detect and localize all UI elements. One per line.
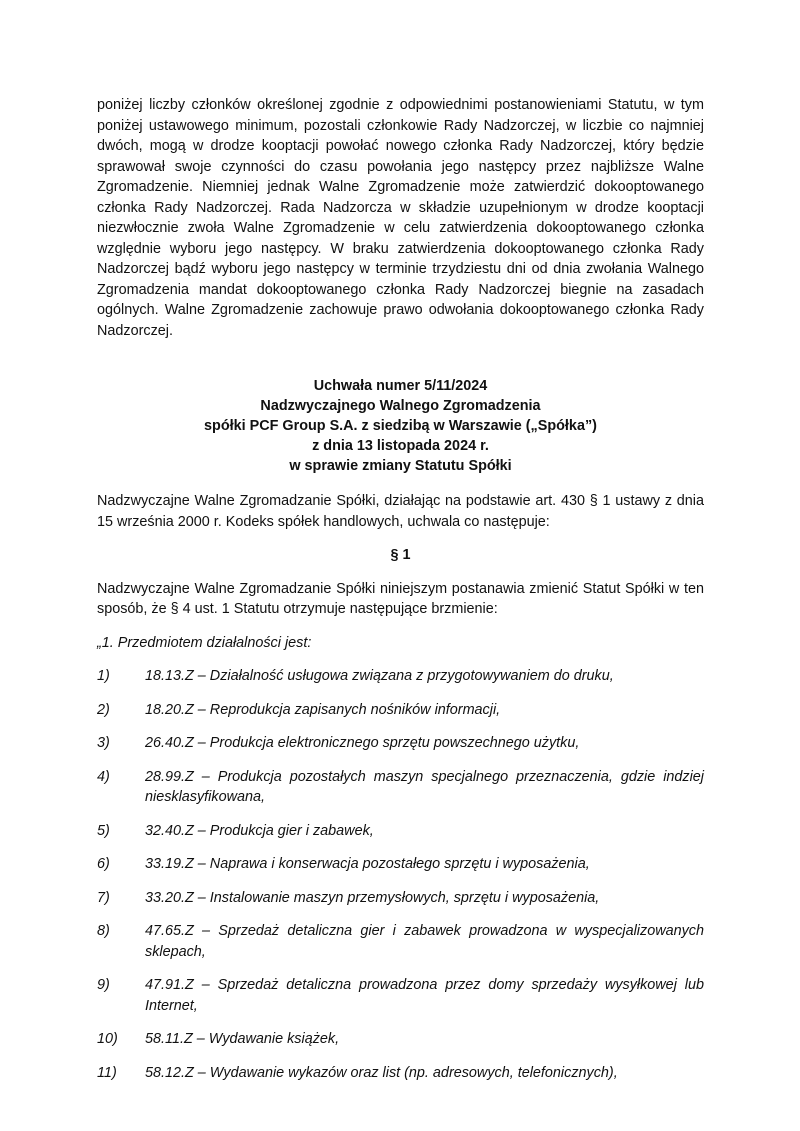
- list-item-text: 58.12.Z – Wydawanie wykazów oraz list (np. adresowych, telefonicznych),: [145, 1064, 618, 1081]
- resolution-body: Nadzwyczajnego Walnego Zgromadzenia: [260, 398, 541, 414]
- quote-lead: „1. Przedmiotem działalności jest:: [97, 634, 312, 651]
- list-item-number: 10): [97, 1031, 118, 1047]
- resolution-number: Uchwała numer 5/11/2024: [313, 378, 488, 394]
- list-item-number: 11): [97, 1064, 117, 1081]
- list-item-text: 18.13.Z – Działalność usługowa związana z przygotowywaniem do druku,: [145, 668, 614, 684]
- list-item: [97, 821, 704, 842]
- document-page: [97, 95, 704, 1083]
- list-item-text: 26.40.Z – Produkcja elektronicznego sprzętu powszechnego użytku,: [145, 735, 580, 751]
- list-item-number: 7): [97, 889, 110, 906]
- list-item-text: 47.65.Z – Sprzedaż detaliczna gier i zabawek prowadzona w wyspecjalizowanych sklepach,: [145, 923, 704, 960]
- resolution-subject: w sprawie zmiany Statutu Spółki: [289, 458, 512, 474]
- section-mark: § 1: [390, 547, 411, 563]
- list-item-number: 5): [97, 822, 110, 839]
- list-item: [97, 1063, 704, 1084]
- list-item: [97, 975, 704, 1016]
- resolution-heading: [97, 376, 704, 476]
- list-item: [97, 888, 704, 909]
- amendment-paragraph: Nadzwyczajne Walne Zgromadzanie Spółki niniejszym postanawia zmienić Statut Spółki w ten sposób, że § 4 ust. 1 Statutu otrzymuje następujące brzmienie:: [97, 580, 704, 617]
- list-item: [97, 767, 704, 808]
- list-item-text: 32.40.Z – Produkcja gier i zabawek,: [145, 822, 374, 839]
- list-item-text: 58.11.Z – Wydawanie książek,: [145, 1031, 340, 1047]
- list-item-text: 47.91.Z – Sprzedaż detaliczna prowadzona przez domy sprzedaży wysyłkowej lub Internet,: [145, 977, 704, 1014]
- list-item: [97, 1029, 704, 1050]
- resolution-company: spółki PCF Group S.A. z siedzibą w Warszawie („Spółka”): [204, 418, 597, 434]
- list-item: [97, 700, 704, 721]
- list-item-number: 9): [97, 977, 110, 993]
- list-item-number: 1): [97, 668, 110, 684]
- list-item: [97, 921, 704, 962]
- list-item-text: 18.20.Z – Reprodukcja zapisanych nośników informacji,: [145, 701, 501, 718]
- list-item-number: 3): [97, 735, 110, 751]
- list-item: [97, 854, 704, 875]
- list-item-number: 8): [97, 923, 110, 939]
- list-item-text: 33.20.Z – Instalowanie maszyn przemysłowych, sprzętu i wyposażenia,: [145, 889, 600, 906]
- list-item-number: 4): [97, 768, 110, 785]
- continuation-paragraph: poniżej liczby członków określonej zgodnie z odpowiednimi postanowieniami Statutu, w tym poniżej ustawowego minimum, pozostali członkowie Rady Nadzorczej, w liczbie co najmniej dwóch, mogą w drodze kooptacji powołać nowego członka Rady Nadzorczej, który będzie sprawował swoje czynności do czasu powołania jego następcy przez najbliższe Walne Zgromadzenie. Niemniej jednak Walne Zgromadzenie może zatwierdzić dokooptowanego członka Rady Nadzorczej. Rada Nadzorcza w składzie uzupełnionym w drodze kooptacji niezwłocznie zwoła Walne Zgromadzenie w celu zatwierdzenia dokooptowanego członka względnie wyboru jego następcy. W braku zatwierdzenia dokooptowanego członka Rady Nadzorczej bądź wyboru jego następcy w terminie trzydziestu dni od dnia zwołania Walnego Zgromadzenia mandat dokooptowanego członka Rady Nadzorczej biegnie na zasadach ogólnych. Walne Zgromadzenie zachowuje prawo odwołania dokooptowanego członka Rady Nadzorczej.: [97, 97, 704, 339]
- activities-list: [97, 666, 704, 1083]
- list-item-text: 33.19.Z – Naprawa i konserwacja pozostałego sprzętu i wyposażenia,: [145, 856, 590, 872]
- resolution-date: z dnia 13 listopada 2024 r.: [312, 438, 489, 454]
- list-item-number: 2): [97, 701, 110, 718]
- list-item-text: 28.99.Z – Produkcja pozostałych maszyn specjalnego przeznaczenia, gdzie indziej niesklasyfikowana,: [145, 768, 704, 805]
- list-item: [97, 666, 704, 687]
- list-item: [97, 733, 704, 754]
- intro-paragraph: Nadzwyczajne Walne Zgromadzanie Spółki, działając na podstawie art. 430 § 1 ustawy z dnia 15 września 2000 r. Kodeks spółek handlowych, uchwala co następuje:: [97, 493, 704, 530]
- list-item-number: 6): [97, 856, 110, 872]
